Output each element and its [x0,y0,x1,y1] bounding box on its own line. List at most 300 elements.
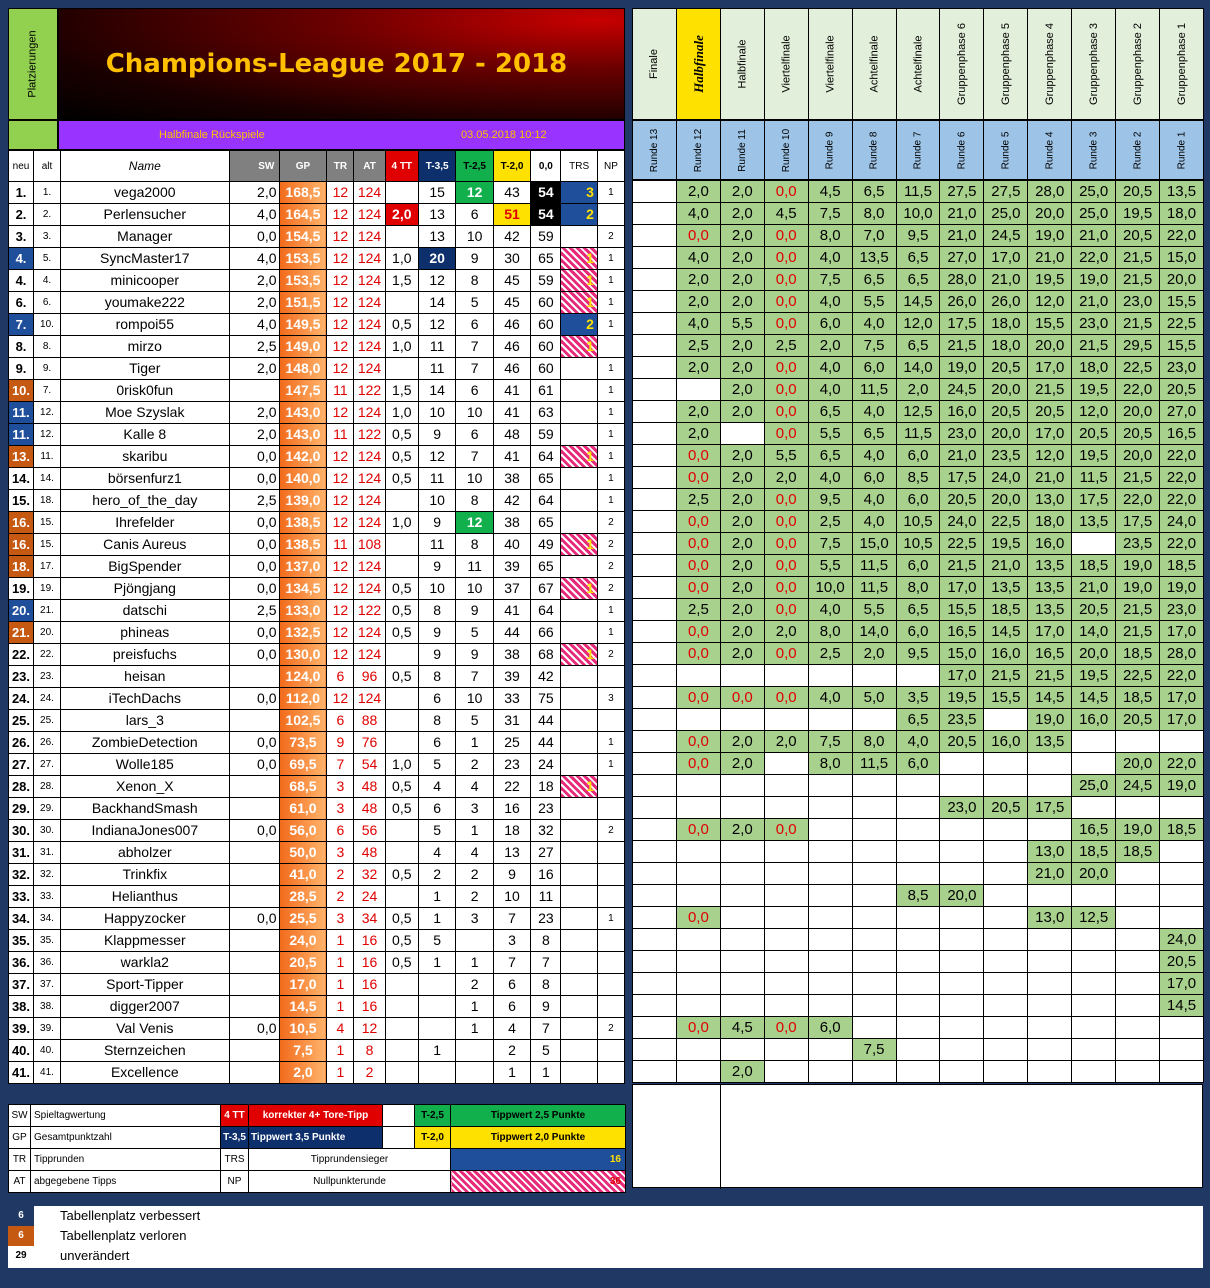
round-score [1116,885,1160,907]
round-score: 0,0 [764,401,808,423]
rank-old: 40. [33,1040,60,1062]
np-value: 2 [597,1018,624,1040]
t20-value: 38 [493,644,530,666]
round-row [633,731,1204,753]
round-score: 0,0 [764,643,808,665]
round-score [852,709,896,731]
tt4-value [385,820,418,842]
round-score [984,709,1028,731]
trs-value [561,1062,597,1084]
rank-old: 30. [33,820,60,842]
t20-value: 38 [493,468,530,490]
round-score: 17,0 [940,577,984,599]
at-value: 8 [354,1040,385,1062]
round-score [633,687,677,709]
round-score [940,841,984,863]
round-score: 2,5 [808,511,852,533]
table-row [9,974,625,996]
at-value: 124 [354,622,385,644]
rank-new: 25. [9,710,34,732]
round-score [676,951,720,973]
t25-value: 1 [456,952,493,974]
gp-value: 20,5 [279,952,327,974]
gp-value: 28,5 [279,886,327,908]
round-score: 0,0 [764,181,808,203]
round-score: 0,0 [764,489,808,511]
rank-new: 13. [9,446,34,468]
round-row [633,1039,1204,1061]
trs-value [561,864,597,886]
round-score: 15,5 [1028,313,1072,335]
round-label: Runde 8 [868,131,880,169]
round-score: 6,0 [896,489,940,511]
round-score: 13,5 [1028,731,1072,753]
zero-value: 59 [531,270,561,292]
tt4-value [385,1040,418,1062]
round-score: 23,5 [1116,533,1160,555]
round-row [633,665,1204,687]
round-header-8 [983,120,1028,180]
round-score [852,819,896,841]
round-score: 2,0 [720,181,764,203]
round-score [808,1061,852,1083]
tr-value: 1 [327,930,354,952]
sw-value: 4,0 [254,248,279,270]
gp-value: 143,0 [279,402,327,424]
round-score: 9,5 [808,489,852,511]
rank-old: 17. [33,556,60,578]
round-row [633,819,1204,841]
sw-value: 2,0 [254,402,279,424]
round-score [940,819,984,841]
t25-value: 8 [456,534,493,556]
round-score [1160,731,1204,753]
round-score: 4,0 [852,401,896,423]
trs-value [561,468,597,490]
phase-label: Halbfinale [736,39,749,89]
player-name: Sport-Tipper [61,974,230,996]
round-score: 6,5 [896,247,940,269]
gp-value: 56,0 [279,820,327,842]
round-score: 22,5 [1116,665,1160,687]
round-score [676,841,720,863]
round-score [1116,995,1160,1017]
gp-value: 25,5 [279,908,327,930]
t35-value: 9 [418,512,455,534]
player-name: digger2007 [61,996,230,1018]
zero-value: 60 [531,314,561,336]
round-score: 2,0 [720,225,764,247]
round-score: 6,0 [896,445,940,467]
t35-value: 8 [418,600,455,622]
at-value: 124 [354,292,385,314]
rank-new: 15. [9,490,34,512]
t20-value: 42 [493,226,530,248]
round-score: 19,0 [940,357,984,379]
sw-spacer [229,820,254,842]
round-header-10 [1071,120,1116,180]
table-row [9,358,625,380]
round-score: 19,5 [1072,379,1116,401]
round-score: 20,5 [984,401,1028,423]
subtitle-bar [58,120,625,150]
round-score: 21,5 [1116,467,1160,489]
t35-value: 1 [418,908,455,930]
round-score: 0,0 [764,1017,808,1039]
t35-value: 15 [418,182,455,204]
t20-value: 39 [493,666,530,688]
round-score: 8,0 [852,203,896,225]
round-score: 0,0 [676,445,720,467]
np-value: 2 [597,644,624,666]
phase-header-8 [983,8,1028,120]
rank-old: 38. [33,996,60,1018]
player-name: 0risk0fun [61,380,230,402]
sw-spacer [229,908,254,930]
round-score: 4,0 [852,445,896,467]
tt4-value: 0,5 [385,776,418,798]
t25-value: 8 [456,270,493,292]
round-score: 20,5 [1160,951,1204,973]
round-row [633,973,1204,995]
tr-value: 12 [327,468,354,490]
round-score [1160,1039,1204,1061]
rank-new: 40. [9,1040,34,1062]
round-score: 13,5 [1160,181,1204,203]
sw-spacer [229,864,254,886]
col-neu: neu [9,151,34,182]
round-score: 14,0 [1072,621,1116,643]
table-row [9,204,625,226]
rank-new: 6. [9,292,34,314]
round-score [676,775,720,797]
t25-value: 10 [456,578,493,600]
tt4-value: 1,0 [385,512,418,534]
at-value: 32 [354,864,385,886]
round-score: 6,0 [808,313,852,335]
round-score: 5,5 [764,445,808,467]
round-row [633,951,1204,973]
col-00: 0,0 [531,151,561,182]
rank-new: 37. [9,974,34,996]
gp-value: 61,0 [279,798,327,820]
round-score [896,1017,940,1039]
phase-header-2 [720,8,765,120]
footer-key-text: unverändert [60,1248,130,1263]
phase-label: Gruppenphase 5 [999,23,1012,105]
round-score [808,907,852,929]
table-row [9,534,625,556]
round-score: 6,5 [852,181,896,203]
t35-value: 9 [418,622,455,644]
gp-value: 17,0 [279,974,327,996]
round-score [633,797,677,819]
t25-value: 10 [456,688,493,710]
tr-value: 12 [327,358,354,380]
round-score: 4,0 [808,467,852,489]
round-score: 8,0 [852,731,896,753]
t35-value: 2 [418,864,455,886]
trs-value: 1 [561,578,597,600]
round-score [896,1061,940,1083]
legend-np-value [451,1171,626,1193]
round-score: 5,5 [808,423,852,445]
rank-old: 34. [33,908,60,930]
round-score: 20,0 [1028,335,1072,357]
round-score: 13,0 [1028,907,1072,929]
round-score [633,335,677,357]
col-np: NP [597,151,624,182]
round-score [633,599,677,621]
tr-value: 2 [327,864,354,886]
legend-4tt-abbr: 4 TT [221,1105,249,1127]
round-score [940,995,984,1017]
round-score [808,709,852,731]
player-name: Sternzeichen [61,1040,230,1062]
sw-spacer [229,556,254,578]
round-score: 6,5 [896,709,940,731]
round-score [896,841,940,863]
legend-np-abbr: NP [221,1171,249,1193]
tr-value: 1 [327,952,354,974]
np-value [597,974,624,996]
round-score [1116,1039,1160,1061]
tr-value: 12 [327,226,354,248]
tt4-value: 0,5 [385,314,418,336]
round-score [852,775,896,797]
round-score: 2,0 [720,511,764,533]
round-score: 17,5 [1116,511,1160,533]
round-score [1160,907,1204,929]
zero-value: 32 [531,820,561,842]
zero-value: 75 [531,688,561,710]
trs-value [561,622,597,644]
t35-value: 12 [418,446,455,468]
round-score [764,709,808,731]
round-row [633,885,1204,907]
platzierungen-header [8,8,58,120]
round-score: 4,0 [808,599,852,621]
round-score: 2,0 [720,753,764,775]
t35-value: 12 [418,270,455,292]
gp-value: 154,5 [279,226,327,248]
np-value: 1 [597,402,624,424]
zero-value: 5 [531,1040,561,1062]
np-value: 1 [597,908,624,930]
t35-value: 20 [418,248,455,270]
zero-value: 66 [531,622,561,644]
round-score: 8,0 [808,225,852,247]
round-score [633,863,677,885]
round-label: Runde 12 [692,128,704,172]
round-header-7 [939,120,984,180]
trs-value: 2 [561,314,597,336]
round-score: 18,0 [984,313,1028,335]
np-value: 1 [597,754,624,776]
tr-value: 7 [327,754,354,776]
tt4-value [385,292,418,314]
sw-value: 0,0 [254,1018,279,1040]
round-score [808,951,852,973]
round-score: 4,0 [852,313,896,335]
round-score: 0,0 [764,577,808,599]
round-score: 18,5 [1160,819,1204,841]
t25-value: 1 [456,732,493,754]
round-score: 26,0 [984,291,1028,313]
round-score: 15,5 [984,687,1028,709]
round-score [1072,533,1116,555]
round-score: 4,5 [808,181,852,203]
round-score: 0,0 [676,467,720,489]
round-score: 17,5 [1028,797,1072,819]
rank-new: 33. [9,886,34,908]
round-score [1072,951,1116,973]
sw-value [254,798,279,820]
player-name: youmake222 [61,292,230,314]
round-score: 16,5 [940,621,984,643]
t25-value: 3 [456,798,493,820]
phase-header-11 [1115,8,1160,120]
rank-new: 19. [9,578,34,600]
sw-spacer [229,226,254,248]
table-row [9,798,625,820]
gp-value: 140,0 [279,468,327,490]
tr-value: 3 [327,842,354,864]
trs-value [561,490,597,512]
t35-value: 10 [418,578,455,600]
zero-value: 27 [531,842,561,864]
round-score: 2,0 [720,599,764,621]
table-row [9,512,625,534]
round-score: 17,0 [1160,709,1204,731]
tr-value: 1 [327,1062,354,1084]
player-name: Kalle 8 [61,424,230,446]
round-score [808,863,852,885]
round-score [984,1039,1028,1061]
sw-value: 2,0 [254,358,279,380]
round-score: 10,5 [896,533,940,555]
t20-value: 39 [493,556,530,578]
sw-value [254,666,279,688]
round-score: 21,5 [1116,247,1160,269]
at-value: 124 [354,578,385,600]
round-row [633,841,1204,863]
rank-new: 7. [9,314,34,336]
np-value: 1 [597,380,624,402]
round-score: 19,0 [1116,555,1160,577]
round-score: 19,5 [1028,269,1072,291]
np-value [597,798,624,820]
phase-label: Achtelfinale [912,35,924,93]
trs-value [561,732,597,754]
round-score: 20,0 [984,379,1028,401]
round-score [808,841,852,863]
round-score: 21,5 [1116,599,1160,621]
t35-value [418,1018,455,1040]
rank-old: 22. [33,644,60,666]
round-score: 6,0 [852,357,896,379]
t35-value: 11 [418,358,455,380]
at-value: 124 [354,336,385,358]
zero-value: 8 [531,930,561,952]
round-score: 23,0 [1160,599,1204,621]
round-score: 21,0 [1072,291,1116,313]
tr-value: 12 [327,248,354,270]
round-row [633,863,1204,885]
legend-gp-abbr: GP [9,1127,31,1149]
rank-old: 19. [33,578,60,600]
rank-new: 35. [9,930,34,952]
t35-value: 10 [418,402,455,424]
round-score: 12,0 [896,313,940,335]
round-header-1 [676,120,721,180]
round-score: 2,0 [720,577,764,599]
round-score: 2,0 [676,401,720,423]
round-row [633,203,1204,225]
round-score: 22,5 [940,533,984,555]
round-score: 11,5 [852,555,896,577]
tr-value: 1 [327,974,354,996]
phase-header-3 [764,8,809,120]
t35-value [418,996,455,1018]
player-name: Pjöngjang [61,578,230,600]
np-value [597,842,624,864]
round-score [633,577,677,599]
round-score: 12,0 [1072,401,1116,423]
round-score [1028,753,1072,775]
rank-new: 22. [9,644,34,666]
rank-old: 9. [33,358,60,380]
table-row [9,1040,625,1062]
round-score [852,885,896,907]
zero-value: 9 [531,996,561,1018]
trs-value [561,358,597,380]
column-header-row [9,151,625,182]
round-score: 2,5 [676,335,720,357]
rank-new: 14. [9,468,34,490]
at-value: 122 [354,380,385,402]
zero-value: 65 [531,556,561,578]
round-label: Runde 3 [1088,131,1100,169]
gp-value: 50,0 [279,842,327,864]
round-score: 0,0 [676,753,720,775]
rank-old: 3. [33,226,60,248]
table-row [9,446,625,468]
tr-value: 4 [327,1018,354,1040]
round-score: 17,0 [940,665,984,687]
rank-new: 26. [9,732,34,754]
round-score [852,797,896,819]
round-score: 17,0 [1028,423,1072,445]
at-value: 56 [354,820,385,842]
round-score: 14,5 [984,621,1028,643]
round-score [764,929,808,951]
col-t35: T-3,5 [418,151,455,182]
table-row [9,314,625,336]
round-score [633,885,677,907]
round-score: 2,5 [676,489,720,511]
at-value: 124 [354,556,385,578]
sw-value: 2,0 [254,270,279,292]
table-row [9,732,625,754]
round-score [720,951,764,973]
phase-label: Viertelfinale [780,35,793,93]
round-score [896,797,940,819]
t20-value: 13 [493,842,530,864]
round-score [676,1039,720,1061]
round-score: 14,5 [1028,687,1072,709]
round-score: 21,5 [1072,335,1116,357]
